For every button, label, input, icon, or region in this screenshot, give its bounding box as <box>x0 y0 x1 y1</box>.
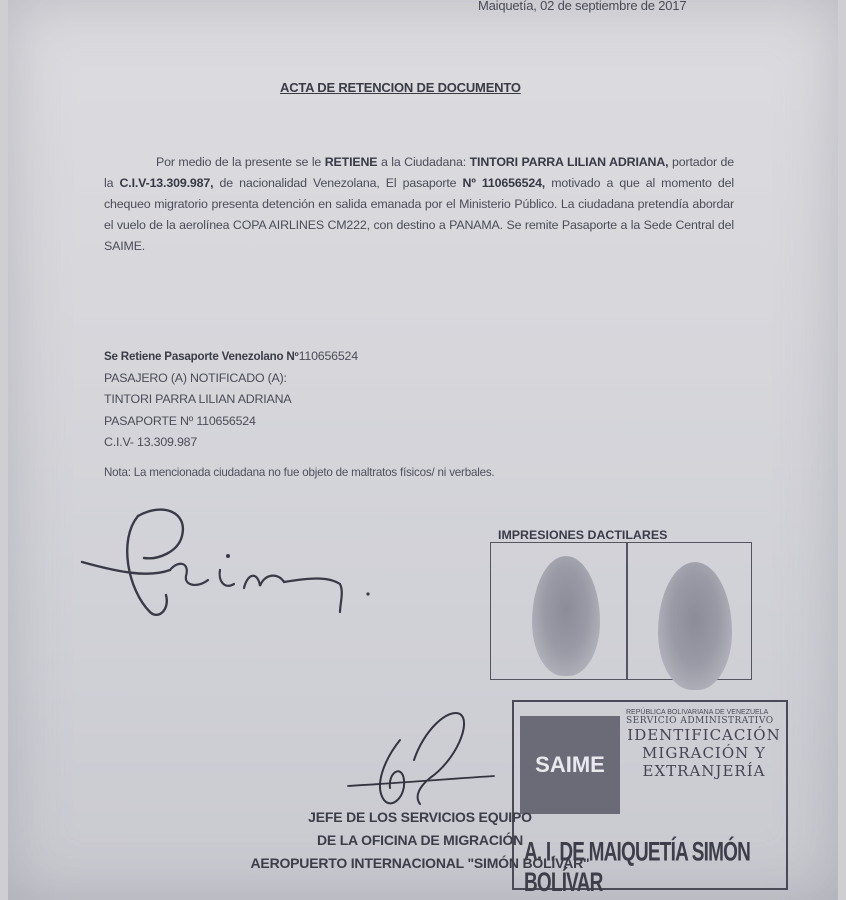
body-bold-ci: C.I.V-13.309.987, <box>119 176 214 190</box>
body-bold-name: TINTORI PARRA LILIAN ADRIANA, <box>469 155 669 169</box>
body-text-5: motivado a que al momento del chequeo migratorio presenta detención en salida emanada por el Ministerio Público. La ciudadana pretendía abordar el vuelo de la aerolínea COPA AIRLINES CM222, con destino a PANAMA. Se remite Pasaporte a la Sede Central del SAIME. <box>104 176 735 253</box>
passenger-passport: PASAPORTE Nº 110656524 <box>104 413 256 428</box>
stamp-header <box>626 708 776 726</box>
fingerprints-divider <box>626 542 628 680</box>
stamp-office: A. I. DE MAIQUETÍA SIMÓN BOLÍVAR <box>524 838 751 899</box>
officer-title-block <box>200 806 640 875</box>
retained-label: Se Retiene Pasaporte Venezolano Nº <box>104 350 299 363</box>
stamp-line-2: MIGRACIÓN Y <box>642 744 766 762</box>
document-note: Nota: La mencionada ciudadana no fue objeto de maltratos físicos/ ni verbales. <box>104 466 495 479</box>
passenger-details <box>104 346 358 454</box>
document-title: ACTA DE RETENCION DE DOCUMENTO <box>280 80 521 95</box>
officer-title-line-2: DE LA OFICINA DE MIGRACIÓN <box>316 832 524 848</box>
passenger-ci: C.I.V- 13.309.987 <box>104 435 198 449</box>
body-text-1: Por medio de la presente se le <box>156 155 325 169</box>
body-text-2: a la Ciudadana: <box>377 155 470 169</box>
retained-number: 110656524 <box>298 349 358 363</box>
body-text-3: portador de la <box>104 155 734 190</box>
fingerprint-left-icon <box>532 556 600 676</box>
body-bold-passport: Nº 110656524, <box>462 176 546 190</box>
passenger-signature <box>78 500 378 630</box>
passenger-name: TINTORI PARRA LILIAN ADRIANA <box>104 392 292 406</box>
stamp-republic: REPÚBLICA BOLIVARIANA DE VENEZUELA <box>626 709 769 716</box>
stamp-line-3: EXTRANJERÍA <box>642 762 766 780</box>
stamp-agency <box>624 726 784 780</box>
saime-logo: SAIME <box>520 716 620 814</box>
document-date: Maiquetía, 02 de septiembre de 2017 <box>478 0 687 13</box>
stamp-line-1: IDENTIFICACIÓN <box>627 726 781 744</box>
document-body <box>104 152 734 257</box>
body-text-4: de nacionalidad Venezolana, El pasaporte <box>213 176 463 190</box>
retained-passport-line <box>104 346 358 368</box>
fingerprint-right-icon <box>658 562 732 690</box>
officer-title-line-3: AEROPUERTO INTERNACIONAL "SIMÓN BOLÍVAR" <box>250 855 590 871</box>
body-bold-retiene: RETIENE <box>324 155 378 169</box>
officer-signature <box>344 700 514 820</box>
fingerprints-title: IMPRESIONES DACTILARES <box>498 528 668 542</box>
stamp-service: SERVICIO ADMINISTRATIVO <box>626 716 774 726</box>
notified-label: PASAJERO (A) NOTIFICADO (A): <box>104 370 287 385</box>
officer-title-line-1: JEFE DE LOS SERVICIOS EQUIPO <box>308 809 532 825</box>
